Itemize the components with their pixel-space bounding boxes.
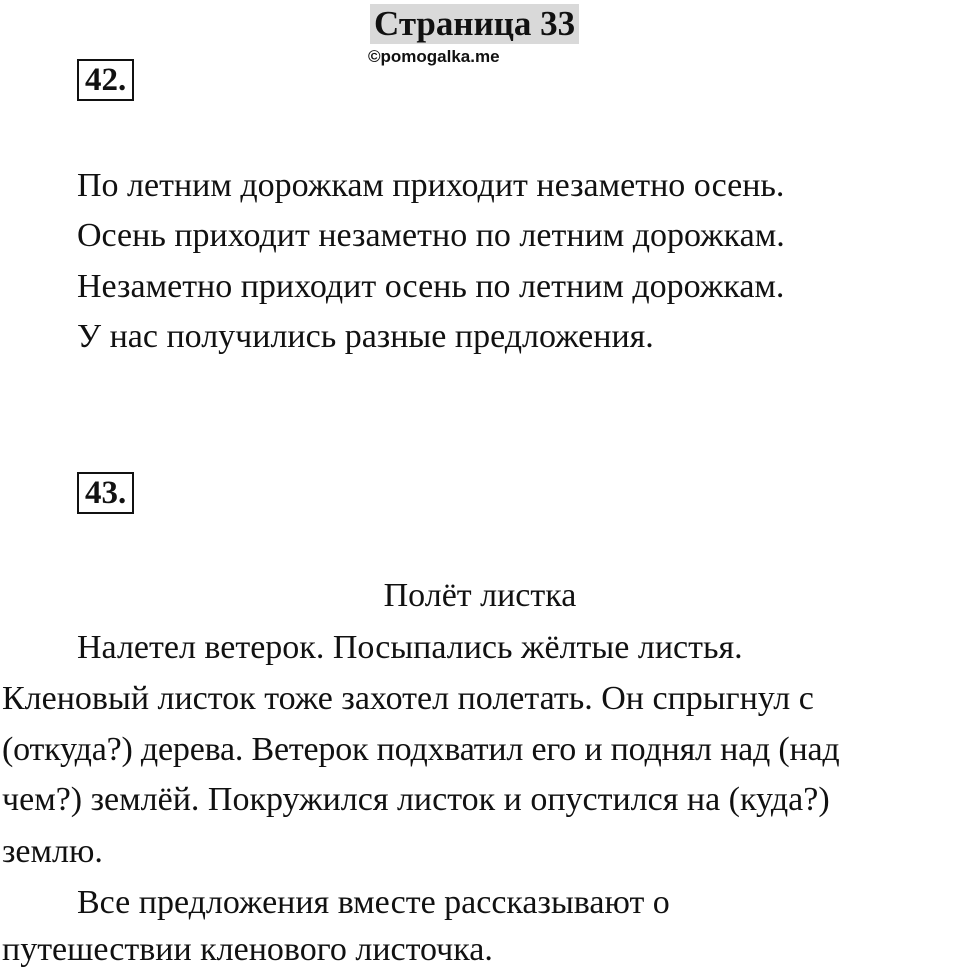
task-42-line-1: По летним дорожкам приходит незаметно осень. [77, 167, 785, 204]
story-title: Полёт листка [383, 577, 577, 614]
page-title: Страница 33 [370, 4, 579, 44]
task-43-line-6: Все предложения вместе рассказывают о [77, 884, 670, 921]
task-43-line-3: (откуда?) дерева. Ветерок подхватил его и поднял над (над [2, 731, 840, 768]
task-42-line-2: Осень приходит незаметно по летним дорожкам. [77, 217, 785, 254]
task-43-number: 43. [77, 472, 134, 514]
task-42-line-3: Незаметно приходит осень по летним дорожкам. [77, 268, 785, 305]
watermark: ©pomogalka.me [368, 47, 500, 66]
task-42-line-4: У нас получились разные предложения. [77, 318, 654, 355]
task-43-line-5: землю. [2, 833, 103, 870]
task-43-line-1: Налетел ветерок. Посыпались жёлтые листья. [77, 629, 743, 666]
task-43-line-7: путешествии кленового листочка. [2, 931, 493, 968]
task-42-number: 42. [77, 59, 134, 101]
task-43-line-4: чем?) землёй. Покружился листок и опустился на (куда?) [2, 781, 830, 818]
task-43-line-2: Кленовый листок тоже захотел полетать. Он спрыгнул с [2, 680, 814, 717]
